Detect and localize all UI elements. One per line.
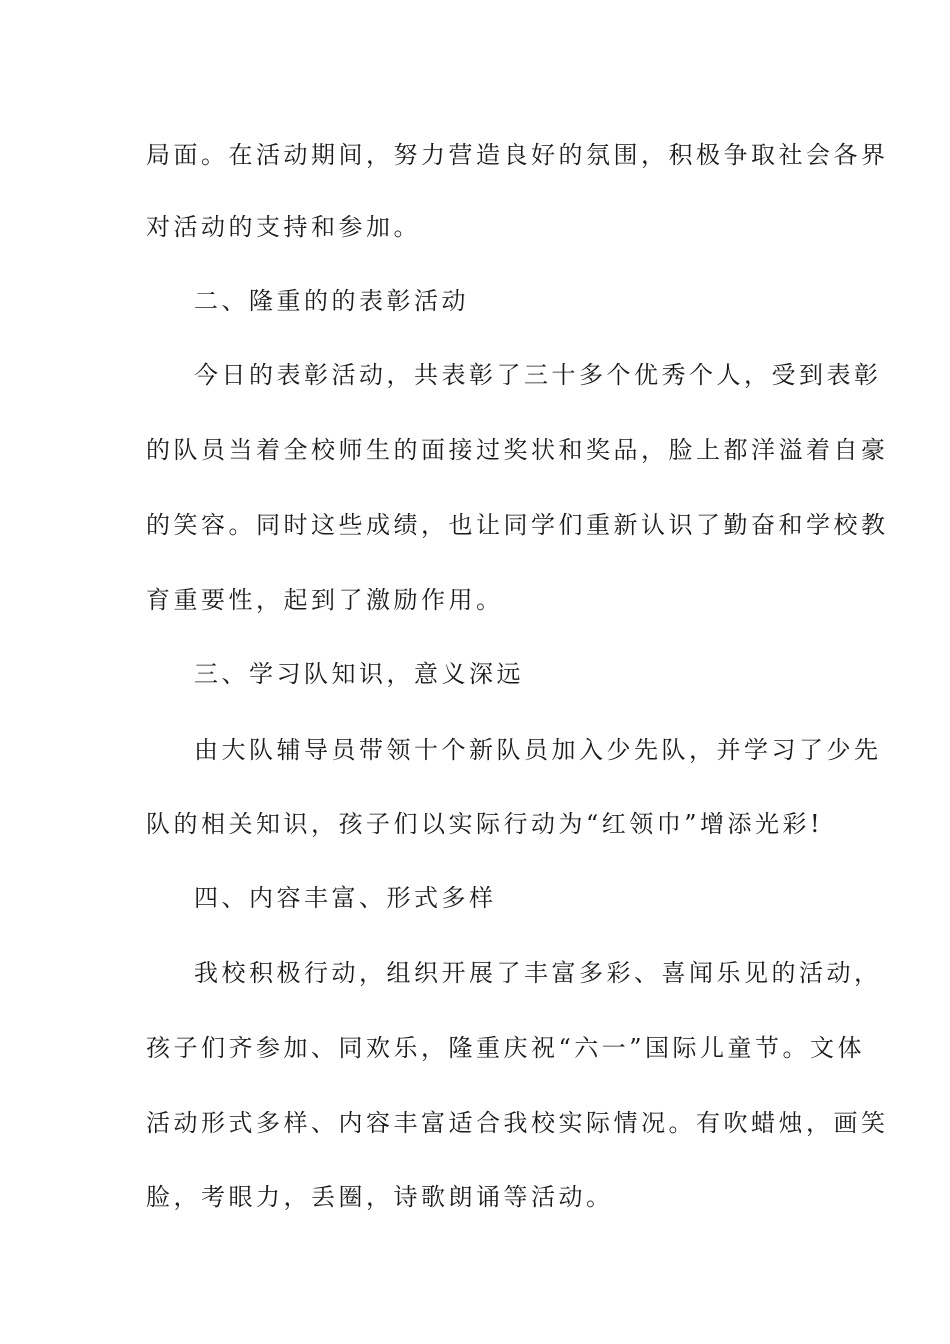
body-text-line: 孩子们齐参加、同欢乐，隆重庆祝“六一”国际儿童节。文体 bbox=[146, 1034, 866, 1062]
body-text-line: 活动形式多样、内容丰富适合我校实际情况。有吹蜡烛，画笑 bbox=[146, 1109, 889, 1137]
body-text-line: 对活动的支持和参加。 bbox=[146, 213, 421, 241]
body-text-line: 育重要性，起到了激励作用。 bbox=[146, 586, 504, 614]
body-text-line: 的队员当着全校师生的面接过奖状和奖品，脸上都洋溢着自豪 bbox=[146, 436, 889, 464]
section-heading: 三、学习队知识，意义深远 bbox=[194, 660, 524, 688]
body-text-line: 局面。在活动期间，努力营造良好的氛围，积极争取社会各界 bbox=[146, 141, 889, 169]
section-heading: 二、隆重的的表彰活动 bbox=[194, 287, 469, 315]
body-text-line: 队的相关知识，孩子们以实际行动为“红领巾”增添光彩! bbox=[146, 810, 824, 838]
body-text-line: 的笑容。同时这些成绩，也让同学们重新认识了勤奋和学校教 bbox=[146, 511, 889, 539]
body-text-line: 我校积极行动，组织开展了丰富多彩、喜闻乐见的活动， bbox=[194, 959, 882, 987]
body-text-line: 脸，考眼力，丢圈，诗歌朗诵等活动。 bbox=[146, 1183, 614, 1211]
body-text-line: 今日的表彰活动，共表彰了三十多个优秀个人，受到表彰 bbox=[194, 361, 882, 389]
body-text-line: 由大队辅导员带领十个新队员加入少先队，并学习了少先 bbox=[194, 736, 882, 764]
section-heading: 四、内容丰富、形式多样 bbox=[194, 884, 497, 912]
